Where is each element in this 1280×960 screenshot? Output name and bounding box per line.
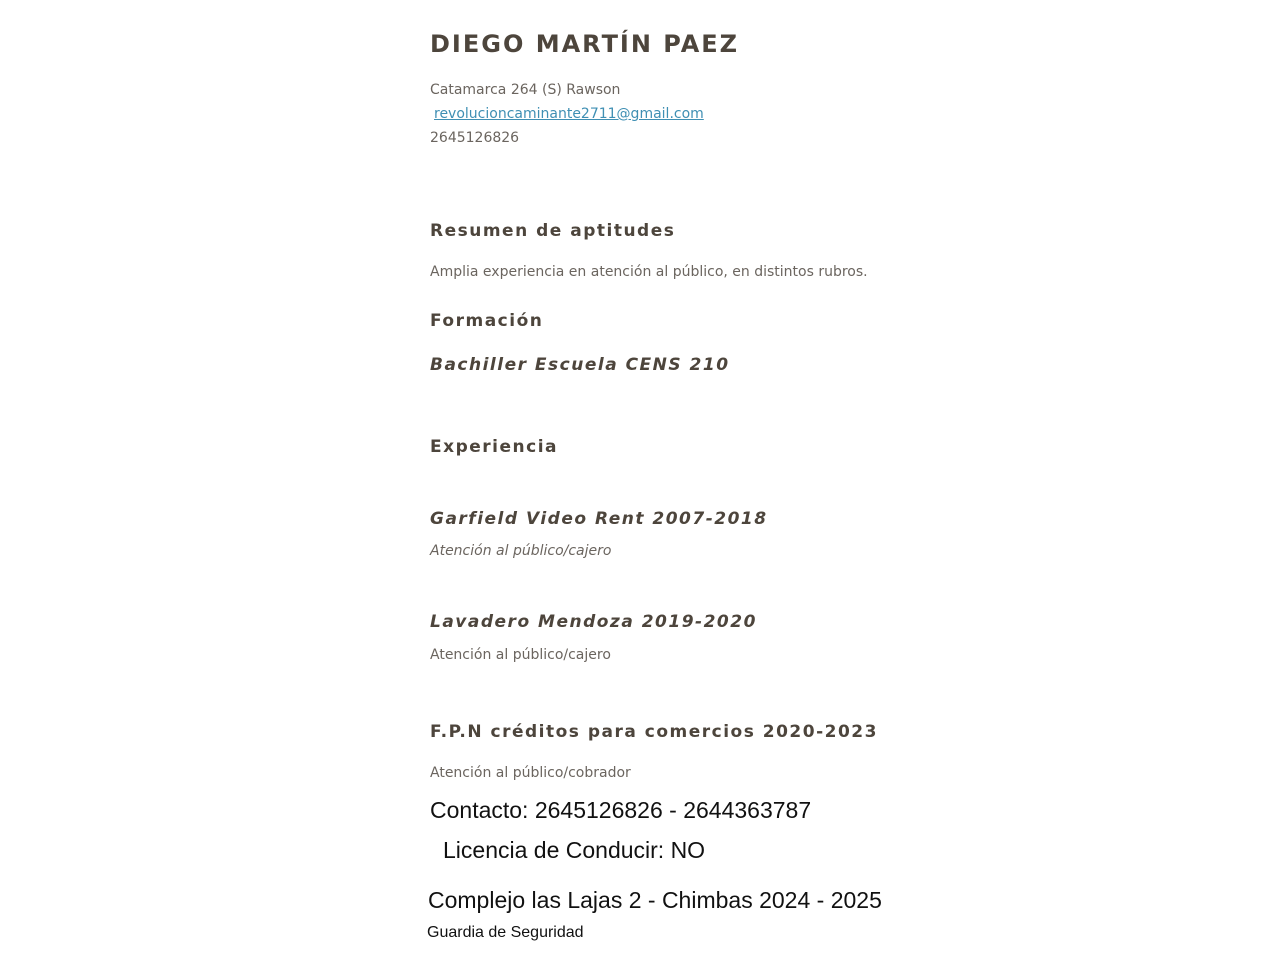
job-title: Garfield Video Rent 2007-2018	[430, 509, 768, 529]
address: Catamarca 264 (S) Rawson	[430, 82, 621, 98]
job-title: Complejo las Lajas 2 - Chimbas 2024 - 2025	[428, 887, 882, 913]
skills-heading: Resumen de aptitudes	[430, 221, 676, 241]
email-link[interactable]: revolucioncaminante2711@gmail.com	[434, 106, 704, 122]
candidate-name: DIEGO MARTÍN PAEZ	[430, 30, 740, 58]
experience-heading: Experiencia	[430, 437, 558, 457]
education-heading: Formación	[430, 311, 544, 331]
job-title: F.P.N créditos para comercios 2020-2023	[430, 722, 878, 742]
skills-text: Amplia experiencia en atención al público, en distintos rubros.	[430, 264, 868, 280]
phone: 2645126826	[430, 130, 520, 146]
contact-numbers: Contacto: 2645126826 - 2644363787	[430, 797, 812, 823]
job-role: Atención al público/cajero	[430, 647, 611, 663]
job-role: Atención al público/cobrador	[430, 765, 631, 781]
job-title: Lavadero Mendoza 2019-2020	[430, 612, 757, 632]
job-role: Atención al público/cajero	[430, 543, 612, 559]
job-role: Guardia de Seguridad	[427, 924, 584, 941]
drivers-license: Licencia de Conducir: NO	[443, 837, 706, 863]
education-item: Bachiller Escuela CENS 210	[430, 355, 730, 375]
